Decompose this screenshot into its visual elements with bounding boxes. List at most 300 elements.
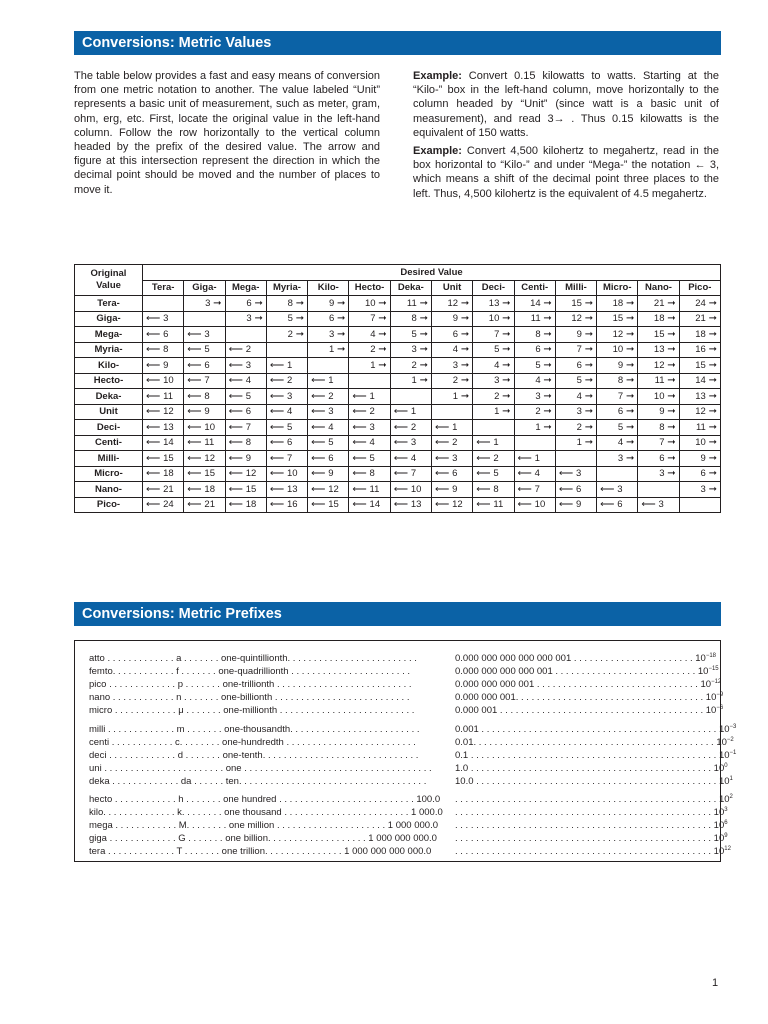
prefix-value	[455, 793, 733, 806]
prefix-definition: atto . . . . . . . . . . . . . a . . . . . . . one-quintillionth. . . . . . . . . . . . . . . . . . . . . . . . .	[89, 653, 417, 664]
left-arrow-icon: ⟵	[146, 390, 164, 402]
left-arrow-icon: ⟵	[476, 499, 494, 511]
cell-value: 13	[286, 483, 298, 495]
cell-value: 5	[286, 421, 293, 433]
right-arrow-icon: ➞	[334, 297, 346, 309]
table-cell	[225, 420, 266, 436]
right-arrow-icon: ➞	[499, 406, 511, 418]
table-cell	[555, 327, 596, 343]
right-arrow-icon: ➞	[623, 344, 635, 356]
table-cell	[225, 342, 266, 358]
table-cell	[555, 482, 596, 498]
cell-value: 12	[245, 468, 257, 480]
cell-value: 15	[653, 328, 665, 340]
cell-value: 12	[571, 313, 582, 325]
table-cell	[184, 435, 225, 451]
cell-value: 2	[410, 421, 417, 433]
table-cell	[431, 327, 472, 343]
cell-value: 6	[328, 452, 334, 464]
left-arrow-icon: ⟵	[352, 468, 370, 480]
prefix-value	[455, 775, 733, 788]
cell-value: 4	[370, 328, 376, 340]
cell-value: 1	[576, 437, 582, 449]
table-cell	[143, 466, 184, 482]
prefix-definition: deci . . . . . . . . . . . . . d . . . . . . . one-tenth. . . . . . . . . . . . . . . . . . . . . . . . . . . . . .	[89, 750, 419, 761]
cell-value: 4	[245, 375, 251, 387]
cell-value: 15	[204, 468, 215, 480]
left-arrow-icon: ⟵	[228, 390, 246, 402]
table-cell	[555, 358, 596, 374]
table-cell	[473, 497, 514, 513]
cell-value: 3	[328, 406, 334, 418]
table-cell	[266, 342, 307, 358]
table-cell	[555, 404, 596, 420]
table-cell	[143, 327, 184, 343]
table-cell	[597, 451, 638, 467]
table-cell	[638, 342, 679, 358]
cell-value: 5	[535, 359, 541, 371]
table-cell	[555, 389, 596, 405]
right-arrow-icon: →	[553, 112, 565, 125]
table-cell	[638, 373, 679, 389]
table-row	[75, 404, 721, 420]
left-arrow-icon: ⟵	[146, 452, 164, 464]
cell-value: 9	[575, 499, 582, 511]
cell-value: 18	[653, 313, 665, 325]
cell-value: 2	[452, 437, 458, 449]
cell-value: 9	[163, 359, 169, 371]
cell-value: 9	[452, 483, 458, 495]
table-cell	[349, 497, 390, 513]
table-cell	[184, 327, 225, 343]
table-cell	[390, 497, 431, 513]
cell-value: 1	[328, 344, 335, 356]
right-arrow-icon: ➞	[623, 437, 635, 449]
right-arrow-icon: ➞	[416, 313, 428, 325]
prefix-decimal: 0.01. . . . . . . . . . . . . . . . . . . . . . . . . . . . . . . . . . . . . . . . . . . . . . 10	[455, 737, 727, 748]
right-arrow-icon: ➞	[292, 297, 305, 309]
row-header: Myria-	[75, 342, 143, 358]
table-cell	[266, 435, 307, 451]
table-cell	[390, 451, 431, 467]
table-cell	[225, 466, 266, 482]
cell-value: 5	[328, 437, 334, 449]
table-cell	[555, 420, 596, 436]
cell-value: 8	[411, 313, 417, 325]
cell-value: 1	[534, 452, 540, 464]
cell-value: 5	[493, 468, 499, 480]
prefix-row	[89, 736, 734, 749]
cell-value: 8	[617, 375, 624, 387]
left-arrow-icon: ⟵	[311, 437, 329, 449]
left-arrow-icon: ⟵	[476, 437, 494, 449]
prefix-value	[455, 723, 737, 736]
prefix-value	[455, 819, 728, 832]
cell-value: 2	[245, 344, 251, 356]
table-row	[75, 311, 721, 327]
example-1-text-a: Convert 0.15 kilowatts to watts. Starting at the “Kilo-” box in the left-hand column, move horizontally to the column headed by “Unit” (since watt is a basic unit of measurement), and read 3	[413, 70, 719, 125]
table-cell	[555, 435, 596, 451]
prefix-definition: giga . . . . . . . . . . . . . G . . . . . . . one billion. . . . . . . . . . . . . . . . . . . 1 000 000 000.0	[89, 833, 437, 844]
cell-value: 5	[494, 344, 500, 356]
row-header: Pico-	[75, 497, 143, 513]
table-cell	[390, 296, 431, 312]
prefix-exponent: −6	[716, 704, 724, 711]
table-cell	[679, 466, 720, 482]
cell-value: 5	[411, 328, 417, 340]
right-arrow-icon: ➞	[705, 452, 717, 464]
column-header: Kilo-	[308, 280, 349, 296]
right-arrow-icon: ➞	[664, 390, 676, 402]
table-cell	[555, 296, 596, 312]
table-cell	[225, 296, 266, 312]
left-arrow-icon: ⟵	[600, 499, 618, 511]
cell-value: 6	[659, 452, 665, 464]
right-arrow-icon: ➞	[623, 359, 635, 371]
right-arrow-icon: ➞	[705, 344, 717, 356]
left-arrow-icon: ⟵	[269, 390, 287, 402]
prefix-value	[455, 749, 737, 762]
table-cell	[266, 389, 307, 405]
left-arrow-icon: ⟵	[393, 406, 411, 418]
left-arrow-icon: ⟵	[393, 499, 411, 511]
cell-value: 3	[246, 313, 252, 325]
right-arrow-icon: ➞	[705, 468, 717, 480]
left-arrow-icon: ⟵	[434, 437, 453, 449]
left-arrow-icon: ⟵	[393, 468, 411, 480]
table-cell	[390, 435, 431, 451]
prefix-value	[455, 845, 731, 858]
prefix-decimal: . . . . . . . . . . . . . . . . . . . . . . . . . . . . . . . . . . . . . . . . . . . . . . . . . 10	[455, 833, 725, 844]
prefix-row	[89, 704, 724, 717]
cell-value: 4	[286, 406, 293, 418]
left-arrow-icon: ⟵	[269, 483, 287, 495]
left-arrow-icon: ⟵	[187, 468, 205, 480]
table-cell	[431, 342, 472, 358]
left-arrow-icon: ⟵	[476, 468, 494, 480]
cell-value: 21	[163, 483, 174, 495]
right-arrow-icon: ➞	[540, 313, 552, 325]
table-cell	[308, 404, 349, 420]
cell-value: 6	[328, 313, 335, 325]
cell-value: 11	[654, 375, 665, 387]
right-arrow-icon: ➞	[581, 328, 594, 340]
cell-value: 9	[204, 406, 210, 418]
row-header: Milli-	[75, 451, 143, 467]
column-header: Nano-	[638, 280, 679, 296]
table-cell	[184, 497, 225, 513]
table-cell	[225, 404, 266, 420]
right-arrow-icon: ➞	[664, 313, 676, 325]
table-cell	[431, 466, 472, 482]
row-header: Unit	[75, 404, 143, 420]
table-cell	[597, 389, 638, 405]
left-arrow-icon: ⟵	[146, 468, 164, 480]
left-arrow-icon: ⟵	[269, 406, 287, 418]
table-cell	[184, 482, 225, 498]
right-arrow-icon: ➞	[458, 297, 470, 309]
right-arrow-icon: ➞	[416, 328, 428, 340]
table-cell	[597, 327, 638, 343]
cell-value: 5	[576, 375, 582, 387]
right-arrow-icon: ➞	[210, 297, 222, 309]
column-header: Giga-	[184, 280, 225, 296]
cell-value: 21	[204, 499, 215, 511]
cell-value: 10	[612, 344, 624, 356]
right-arrow-icon: ➞	[540, 421, 552, 433]
left-arrow-icon: ⟵	[187, 359, 205, 371]
table-cell	[597, 435, 638, 451]
table-cell	[349, 404, 390, 420]
cell-value: 8	[245, 437, 251, 449]
table-cell	[431, 389, 472, 405]
left-arrow-icon: ⟵	[393, 452, 411, 464]
table-cell	[308, 342, 349, 358]
cell-value: 11	[163, 390, 173, 402]
cell-value: 3	[575, 468, 582, 480]
right-arrow-icon: ➞	[499, 313, 511, 325]
row-header: Deci-	[75, 420, 143, 436]
prefix-row	[89, 845, 731, 858]
prefix-decimal: . . . . . . . . . . . . . . . . . . . . . . . . . . . . . . . . . . . . . . . . . . . . . . . . . 10	[455, 846, 725, 857]
table-cell	[143, 389, 184, 405]
cell-value: 12	[695, 406, 706, 418]
table-cell	[555, 497, 596, 513]
table-cell	[638, 451, 679, 467]
table-cell	[514, 342, 555, 358]
cell-value: 10	[410, 483, 422, 495]
column-header: Deci-	[473, 280, 514, 296]
table-cell	[184, 404, 225, 420]
cell-value: 3	[659, 468, 665, 480]
cell-value: 15	[328, 499, 339, 511]
row-header: Deka-	[75, 389, 143, 405]
left-arrow-icon: ⟵	[187, 421, 205, 433]
table-cell	[349, 311, 390, 327]
cell-value: 4	[535, 375, 541, 387]
table-cell	[184, 342, 225, 358]
table-cell	[597, 296, 638, 312]
cell-value: 7	[245, 421, 251, 433]
table-row	[75, 342, 721, 358]
table-cell	[597, 373, 638, 389]
cell-value: 3	[452, 359, 459, 371]
table-cell	[514, 435, 555, 451]
cell-value: 6	[452, 328, 459, 340]
right-arrow-icon: ➞	[581, 359, 594, 371]
table-cell	[679, 420, 720, 436]
table-cell	[225, 373, 266, 389]
table-cell	[266, 482, 307, 498]
table-cell	[266, 466, 307, 482]
left-arrow-icon: ⟵	[352, 421, 370, 433]
prefix-value	[455, 704, 724, 717]
table-cell	[308, 311, 349, 327]
prefix-row	[89, 793, 733, 806]
prefix-exponent: 12	[724, 845, 731, 852]
table-cell	[431, 420, 472, 436]
right-arrow-icon: ➞	[499, 344, 511, 356]
row-header: Giga-	[75, 311, 143, 327]
table-cell	[349, 342, 390, 358]
table-cell	[308, 420, 349, 436]
right-arrow-icon: ➞	[623, 328, 635, 340]
left-arrow-icon: ⟵	[146, 499, 164, 511]
left-arrow-icon: ⟵	[434, 452, 453, 464]
cell-value: 7	[659, 437, 665, 449]
table-cell	[555, 451, 596, 467]
left-arrow-icon: ⟵	[269, 359, 287, 371]
left-arrow-icon: ⟵	[228, 421, 246, 433]
prefix-decimal: 0.000 000 000 000 000 001 . . . . . . . . . . . . . . . . . . . . . . . 10	[455, 653, 706, 664]
right-arrow-icon: ➞	[623, 452, 635, 464]
left-arrow-icon: ⟵	[269, 437, 287, 449]
cell-value: 9	[328, 297, 335, 309]
left-arrow-icon: ⟵	[187, 406, 205, 418]
prefix-exponent: −12	[711, 678, 722, 685]
column-header: Tera-	[143, 280, 184, 296]
row-header: Micro-	[75, 466, 143, 482]
prefix-decimal: . . . . . . . . . . . . . . . . . . . . . . . . . . . . . . . . . . . . . . . . . . . . . . . . . . 10	[455, 794, 730, 805]
prefix-value	[455, 736, 734, 749]
cell-value: 3	[411, 344, 417, 356]
cell-value: 12	[452, 499, 463, 511]
cell-value: 9	[245, 452, 251, 464]
right-arrow-icon: ➞	[416, 344, 428, 356]
table-cell	[679, 389, 720, 405]
cell-value: 10	[653, 390, 665, 402]
left-arrow-icon: ⟵	[393, 483, 411, 495]
cell-value: 7	[286, 452, 293, 464]
left-arrow-icon: ⟵	[352, 390, 370, 402]
right-arrow-icon: ➞	[458, 344, 470, 356]
table-cell	[143, 435, 184, 451]
left-arrow-icon: ⟵	[228, 375, 246, 387]
column-header: Deka-	[390, 280, 431, 296]
table-cell	[679, 451, 720, 467]
table-cell	[308, 389, 349, 405]
example-2-text-a: Convert 4,500 kilohertz to megahertz, read in the box horizontal to “Kilo-” and under “Mega-” the notation	[413, 145, 719, 172]
table-cell	[390, 358, 431, 374]
cell-value: 1	[370, 359, 376, 371]
cell-value: 14	[163, 437, 174, 449]
left-arrow-icon: ⟵	[146, 344, 164, 356]
table-cell	[143, 358, 184, 374]
prefix-decimal: 10.0 . . . . . . . . . . . . . . . . . . . . . . . . . . . . . . . . . . . . . . . . . . . . . . 10	[455, 776, 730, 787]
table-cell	[638, 466, 679, 482]
left-arrow-icon: ⟵	[228, 406, 246, 418]
cell-value: 4	[534, 468, 540, 480]
right-arrow-icon: ➞	[416, 297, 428, 309]
left-arrow-icon: ⟵	[146, 406, 164, 418]
table-cell	[308, 451, 349, 467]
prefix-definition: femto. . . . . . . . . . . . f . . . . . . . one-quadrillionth . . . . . . . . . . . . . . . . . . . . . . .	[89, 666, 410, 677]
cell-value: 15	[245, 483, 257, 495]
table-cell	[679, 373, 720, 389]
cell-value: 15	[571, 297, 582, 309]
cell-value: 8	[369, 468, 375, 480]
table-cell	[431, 451, 472, 467]
cell-value: 2	[535, 406, 541, 418]
cell-value: 2	[369, 406, 375, 418]
cell-value: 4	[576, 390, 582, 402]
cell-value: 16	[695, 344, 706, 356]
cell-value: 11	[695, 421, 706, 433]
prefix-value	[455, 691, 724, 704]
right-arrow-icon: ➞	[581, 297, 594, 309]
table-cell	[431, 435, 472, 451]
table-cell	[266, 296, 307, 312]
cell-value: 9	[659, 406, 665, 418]
left-arrow-icon: ⟵	[476, 452, 494, 464]
cell-value: 10	[534, 499, 546, 511]
left-arrow-icon: ⟵	[187, 437, 205, 449]
table-cell	[143, 451, 184, 467]
cell-value: 5	[245, 390, 251, 402]
table-cell	[349, 482, 390, 498]
cell-value: 6	[246, 297, 252, 309]
table-cell	[679, 404, 720, 420]
prefix-row	[89, 819, 728, 832]
prefix-row	[89, 691, 724, 704]
prefix-decimal: 0.000 000 000 001 . . . . . . . . . . . . . . . . . . . . . . . . . . . . . . . 10	[455, 679, 712, 690]
metric-prefixes-title: Conversions: Metric Prefixes	[74, 602, 721, 626]
cell-value: 8	[535, 328, 541, 340]
prefix-definition: micro . . . . . . . . . . . . μ . . . . . . . one-millionth . . . . . . . . . . . . . . . . . . . . . . . . . .	[89, 705, 415, 716]
prefix-row	[89, 832, 728, 845]
table-cell	[390, 311, 431, 327]
left-arrow-icon: ⟵	[434, 499, 453, 511]
cell-value: 3	[369, 421, 375, 433]
table-cell	[308, 358, 349, 374]
table-cell	[431, 311, 472, 327]
cell-value: 5	[369, 452, 375, 464]
cell-value: 5	[204, 344, 210, 356]
cell-value: 3	[700, 483, 706, 495]
table-cell	[514, 420, 555, 436]
cell-value: 21	[695, 313, 706, 325]
left-arrow-icon: ⟵	[228, 344, 246, 356]
right-arrow-icon: ➞	[540, 390, 552, 402]
cell-value: 7	[576, 344, 582, 356]
prefix-definition: uni . . . . . . . . . . . . . . . . . . . . . . . one . . . . . . . . . . . . . . . . . . . . . . . . . . . . . . . . . . . .	[89, 763, 432, 774]
right-arrow-icon: ➞	[334, 344, 346, 356]
row-header: Centi-	[75, 435, 143, 451]
cell-value: 2	[411, 359, 417, 371]
right-arrow-icon: ➞	[664, 359, 676, 371]
right-arrow-icon: ➞	[705, 297, 717, 309]
row-header: Hecto-	[75, 373, 143, 389]
table-cell	[266, 358, 307, 374]
cell-value: 12	[447, 297, 459, 309]
cell-value: 10	[488, 313, 500, 325]
left-arrow-icon: ⟵	[146, 437, 164, 449]
table-cell	[308, 296, 349, 312]
table-cell	[473, 451, 514, 467]
right-arrow-icon: ➞	[664, 297, 676, 309]
table-cell	[514, 482, 555, 498]
prefix-exponent: 2	[729, 793, 733, 800]
left-arrow-icon: ⟵	[187, 390, 205, 402]
table-cell	[473, 389, 514, 405]
cell-value: 2	[286, 375, 293, 387]
cell-value: 8	[493, 483, 499, 495]
table-cell	[143, 482, 184, 498]
right-arrow-icon: ➞	[664, 437, 676, 449]
table-cell	[225, 327, 266, 343]
table-cell	[143, 296, 184, 312]
cell-value: 9	[452, 313, 459, 325]
